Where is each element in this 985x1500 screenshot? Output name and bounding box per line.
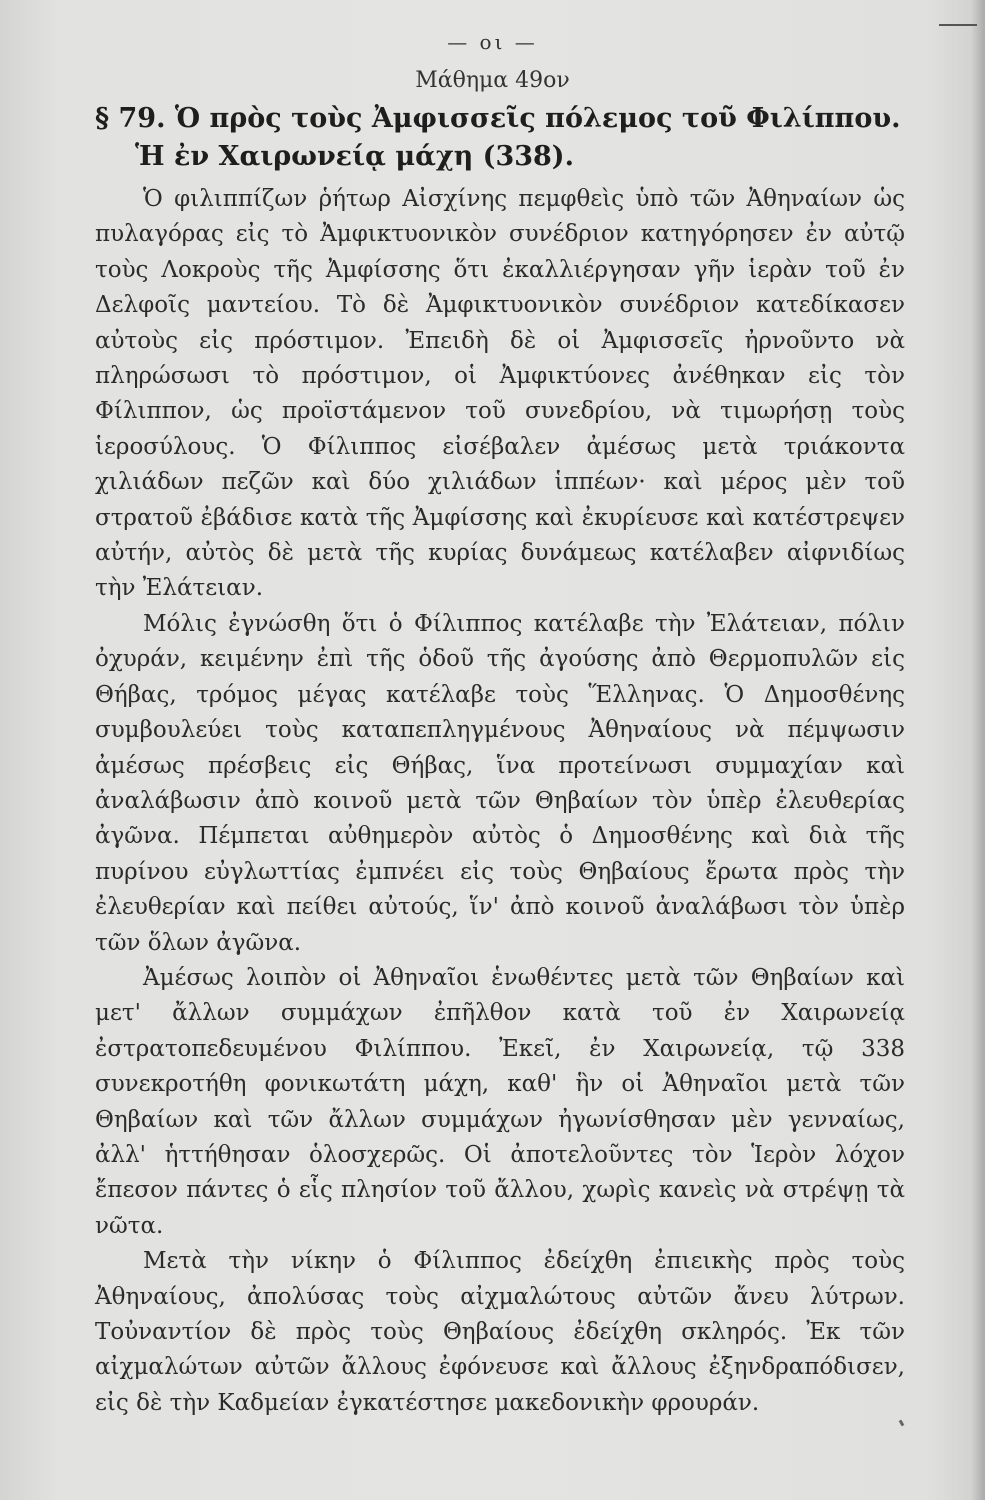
page-edge-shadow: [971, 0, 985, 1500]
section-heading-line-1: § 79. Ὁ πρὸς τοὺς Ἀμφισσεῖς πόλεμος τοῦ Φιλίππου.: [95, 103, 901, 134]
paragraph-4: Μετὰ τὴν νίκην ὁ Φίλιππος ἐδείχθη ἐπιεικὴς πρὸς τοὺς Ἀθηναίους, ἀπολύσας τοὺς αἰχμαλώτους αὐτῶν ἄνευ λύτρων. Τοὐναντίον δὲ πρὸς τοὺς Θηβαίους ἐδείχθη σκληρός. Ἐκ τῶν αἰχμαλώτων αὐτῶν ἄλλους ἐφόνευσε καὶ ἄλλους ἐξηνδραπόδισεν, εἰς δὲ τὴν Καδμείαν ἐγκατέστησε μακεδονικὴν φρουράν.: [95, 1248, 905, 1416]
paragraph-3: Ἀμέσως λοιπὸν οἱ Ἀθηναῖοι ἑνωθέντες μετὰ τῶν Θηβαίων καὶ μετ' ἄλλων συμμάχων ἐπῆλθον κατὰ τοῦ ἐν Χαιρωνείᾳ ἐστρατοπεδευμένου Φιλίππου. Ἐκεῖ, ἐν Χαιρωνείᾳ, τῷ 338 συνεκροτήθη φονικωτάτη μάχη, καθ' ἣν οἱ Ἀθηναῖοι μετὰ τῶν Θηβαίων καὶ τῶν ἄλλων συμμάχων ἠγωνίσθησαν μὲν γενναίως, ἀλλ' ἡττήθησαν ὁλοσχερῶς. Οἱ ἀποτελοῦντες τὸν Ἱερὸν λόχον ἔπεσον πάντες ὁ εἷς πλησίον τοῦ ἄλλου, χωρὶς κανεὶς νὰ στρέψῃ τὰ νῶτα.: [95, 964, 905, 1239]
section-heading: [95, 100, 905, 176]
scan-mark: [939, 24, 977, 26]
paragraph-2: Μόλις ἐγνώσθη ὅτι ὁ Φίλιππος κατέλαβε τὴν Ἐλάτειαν, πόλιν ὀχυράν, κειμένην ἐπὶ τῆς ὁδοῦ τῆς ἀγούσης ἀπὸ Θερμοπυλῶν εἰς Θήβας, τρόμος μέγας κατέλαβε τοὺς Ἕλληνας. Ὁ Δημοσθένης συμβουλεύει τοὺς καταπεπληγμένους Ἀθηναίους νὰ πέμψωσιν ἀμέσως πρέσβεις εἰς Θήβας, ἵνα προτείνωσι συμμαχίαν καὶ ἀναλάβωσιν ἀπὸ κοινοῦ μετὰ τῶν Θηβαίων τὸν ὑπὲρ ἐλευθερίας ἀγῶνα. Πέμπεται αὐθημερὸν αὐτὸς ὁ Δημοσθένης καὶ διὰ τῆς πυρίνου εὐγλωττίας ἐμπνέει εἰς τοὺς Θηβαίους ἔρωτα πρὸς τὴν ἐλευθερίαν καὶ πείθει αὐτούς, ἵν' ἀπὸ κοινοῦ ἀναλάβωσι τὸν ὑπὲρ τῶν ὅλων ἀγῶνα.: [95, 610, 905, 956]
paragraph-1: Ὁ φιλιππίζων ῥήτωρ Αἰσχίνης πεμφθεὶς ὑπὸ τῶν Ἀθηναίων ὡς πυλαγόρας εἰς τὸ Ἀμφικτυονικὸν συνέδριον κατηγόρησεν ἐν αὐτῷ τοὺς Λοκροὺς τῆς Ἀμφίσσης ὅτι ἐκαλλιέργησαν γῆν ἱερὰν τοῦ ἐν Δελφοῖς μαντείου. Τὸ δὲ Ἀμφικτυονικὸν συνέδριον κατεδίκασεν αὐτοὺς εἰς πρόστιμον. Ἐπειδὴ δὲ οἱ Ἀμφισσεῖς ἠρνοῦντο νὰ πληρώσωσι τὸ πρόστιμον, οἱ Ἀμφικτύονες ἀνέθηκαν εἰς τὸν Φίλιππον, ὡς προϊστάμενον τοῦ συνεδρίου, νὰ τιμωρήσῃ τοὺς ἱεροσύλους. Ὁ Φίλιππος εἰσέβαλεν ἀμέσως μετὰ τριάκοντα χιλιάδων πεζῶν καὶ δύο χιλιάδων ἱππέων· καὶ μέρος μὲν τοῦ στρατοῦ ἐβάδισε κατὰ τῆς Ἀμφίσσης καὶ ἐκυρίευσε καὶ κατέστρεψεν αὐτήν, αὐτὸς δὲ μετὰ τῆς κυρίας δυνάμεως κατέλαβεν αἰφνιδίως τὴν Ἐλάτειαν.: [95, 186, 905, 602]
lesson-title: Μάθημα 49ον: [415, 68, 570, 93]
page-number: — οι —: [447, 30, 538, 54]
body-text: [95, 182, 905, 1421]
section-heading-line-2: Ἡ ἐν Χαιρωνείᾳ μάχη (338).: [135, 141, 574, 172]
